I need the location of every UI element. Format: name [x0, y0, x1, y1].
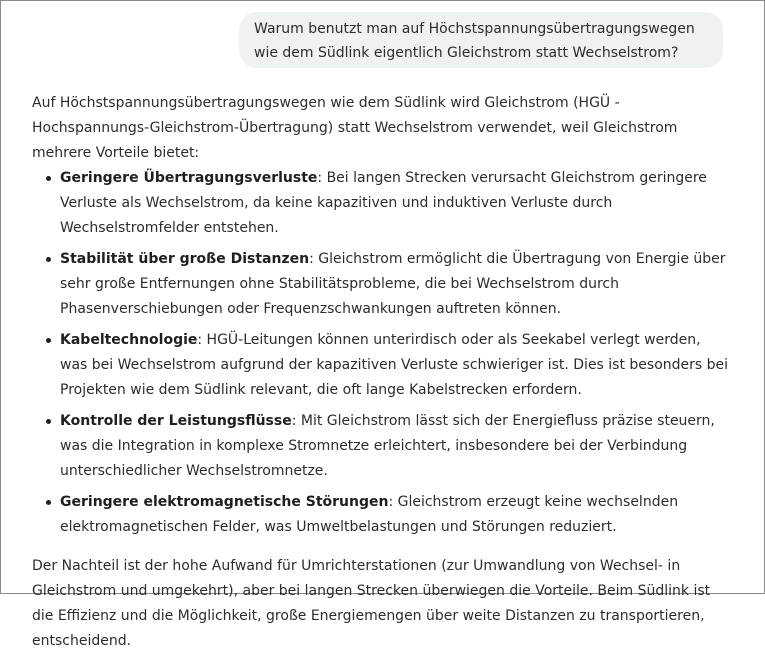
list-item-text: : Gleichstrom ermöglicht die Übertragung von Energie über sehr große Entfernungen ohne Stabilitätsprobleme, die bei Wechselstrom durch Phasenverschiebungen oder Frequenzschwankungen auftreten können.	[60, 251, 726, 317]
list-item-title: Geringere elektromagnetische Störungen	[60, 494, 389, 510]
bullet-icon	[46, 338, 51, 343]
user-message-bubble	[239, 12, 723, 68]
list-item-text: : Mit Gleichstrom lässt sich der Energiefluss präzise steuern, was die Integration in komplexe Stromnetze erleichtert, insbesondere bei der Verbindung unterschiedlicher Wechselstromnetze.	[60, 413, 715, 479]
bullet-icon	[46, 176, 51, 181]
list-item-title: Kontrolle der Leistungsflüsse	[60, 413, 292, 429]
list-item-text: : HGÜ-Leitungen können unterirdisch oder als Seekabel verlegt werden, was bei Wechselstrom aufgrund der kapazitiven Verluste schwieriger ist. Dies ist besonders bei Projekten wie dem Südlink relevant, die oft lange Kabelstrecken erfordern.	[60, 332, 729, 398]
response-intro: Auf Höchstspannungsübertragungswegen wie dem Südlink wird Gleichstrom (HGÜ - Hochspannungs-Gleichstrom-Übertragung) statt Wechselstrom verwendet, weil Gleichstrom mehrere Vorteile bietet:	[32, 95, 678, 161]
list-item	[32, 409, 732, 484]
list-item	[32, 247, 732, 322]
user-message-text: Warum benutzt man auf Höchstspannungsübertragungswegen wie dem Südlink eigentlich Gleichstrom statt Wechselstrom?	[254, 21, 695, 61]
list-item-title: Stabilität über große Distanzen	[60, 251, 310, 267]
list-item	[32, 166, 732, 241]
bullet-icon	[46, 419, 51, 424]
list-item	[32, 490, 732, 540]
response-outro: Der Nachteil ist der hohe Aufwand für Umrichterstationen (zur Umwandlung von Wechsel- in Gleichstrom und umgekehrt), aber bei langen Strecken überwiegen die Vorteile. Beim Südlink ist die Effizienz und die Möglichkeit, große Energiemengen über weite Distanzen zu transportieren, entscheidend.	[32, 558, 711, 649]
list-item-title: Geringere Übertragungsverluste	[60, 170, 318, 186]
bullet-icon	[46, 257, 51, 262]
bullet-icon	[46, 500, 51, 505]
list-item-text: : Gleichstrom erzeugt keine wechselnden elektromagnetischen Felder, was Umweltbelastungen und Störungen reduziert.	[60, 494, 679, 535]
list-item-text: : Bei langen Strecken verursacht Gleichstrom geringere Verluste als Wechselstrom, da keine kapazitiven und induktiven Verluste durch Wechselstromfelder entstehen.	[60, 170, 707, 236]
list-item-title: Kabeltechnologie	[60, 332, 198, 348]
advantages-list	[32, 166, 732, 540]
list-item	[32, 328, 732, 403]
assistant-response	[32, 91, 732, 654]
